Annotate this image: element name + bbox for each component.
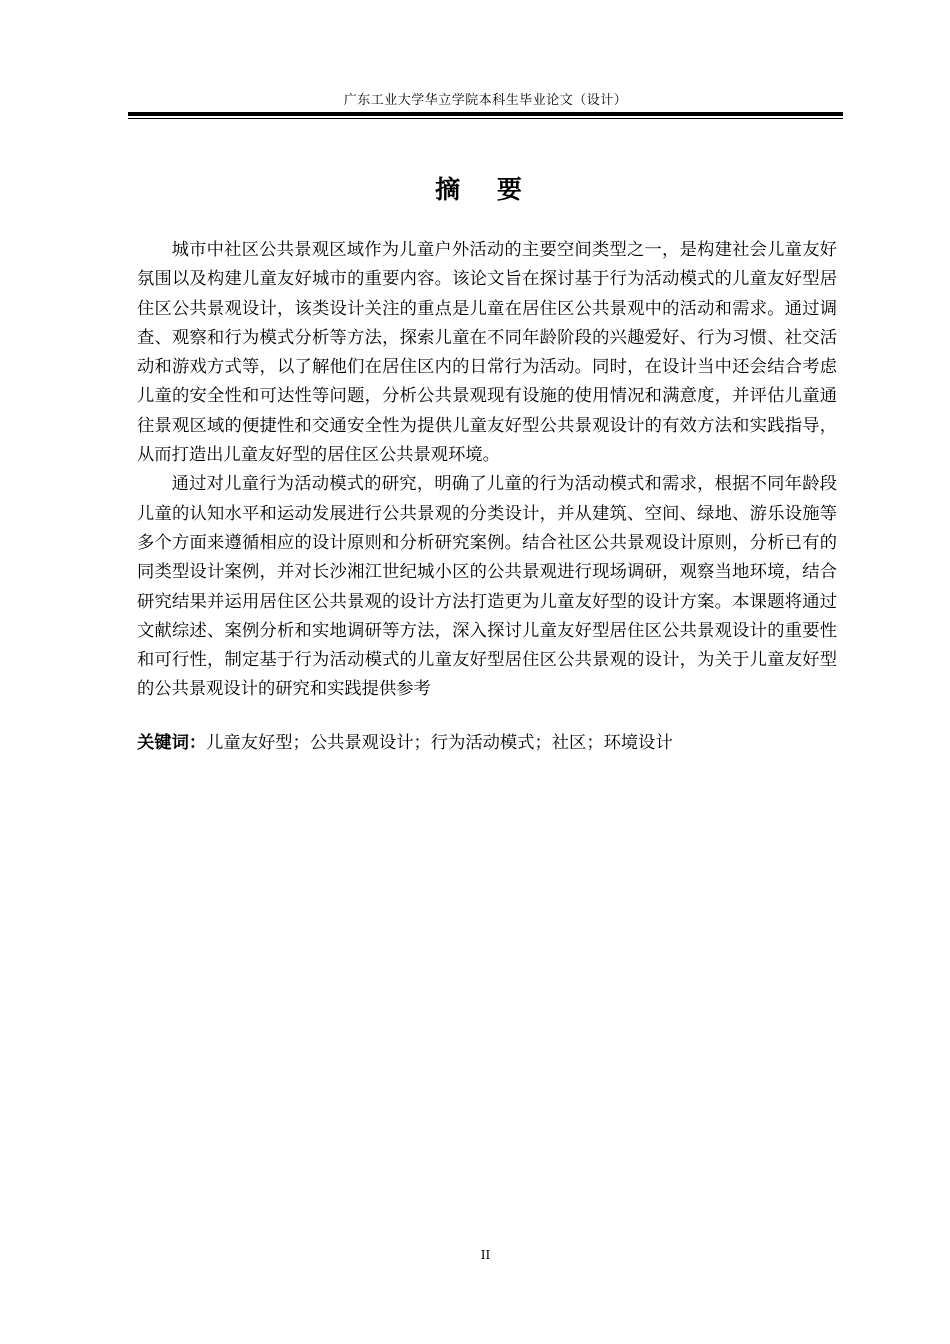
header-rule-thick	[128, 112, 843, 116]
abstract-paragraph-2: 通过对儿童行为活动模式的研究，明确了儿童的行为活动模式和需求，根据不同年龄段儿童的认知水平和运动发展进行公共景观的分类设计，并从建筑、空间、绿地、游乐设施等多个方面来遵循相应的设计原则和分析研究案例。结合社区公共景观设计原则，分析已有的同类型设计案例，并对长沙湘江世纪城小区的公共景观进行现场调研，观察当地环境，结合研究结果并运用居住区公共景观的设计方法打造更为儿童友好型的设计方案。本课题将通过文献综述、案例分析和实地调研等方法，深入探讨儿童友好型居住区公共景观设计的重要性和可行性，制定基于行为活动模式的儿童友好型居住区公共景观的设计，为关于儿童友好型的公共景观设计的研究和实践提供参考	[137, 474, 837, 700]
abstract-paragraph-1: 城市中社区公共景观区域作为儿童户外活动的主要空间类型之一，是构建社会儿童友好氛围以及构建儿童友好城市的重要内容。该论文旨在探讨基于行为活动模式的儿童友好型居住区公共景观设计，该类设计关注的重点是儿童在居住区公共景观中的活动和需求。通过调查、观察和行为模式分析等方法，探索儿童在不同年龄阶段的兴趣爱好、行为习惯、社交活动和游戏方式等，以了解他们在居住区内的日常行为活动。同时，在设计当中还会结合考虑儿童的安全性和可达性等问题，分析公共景观现有设施的使用情况和满意度，并评估儿童通往景观区域的便捷性和交通安全性为提供儿童友好型公共景观设计的有效方法和实践指导，从而打造出儿童友好型的居住区公共景观环境。	[137, 240, 837, 466]
header-rule-thin	[128, 118, 843, 119]
abstract-title: 摘 要	[435, 175, 536, 204]
keywords-label: 关键词：	[137, 733, 207, 753]
running-header: 广东工业大学华立学院本科生毕业论文（设计）	[343, 93, 628, 108]
keywords-text: 儿童友好型；公共景观设计；行为活动模式；社区；环境设计	[206, 733, 673, 753]
keywords-line	[137, 731, 837, 755]
abstract-body	[137, 236, 837, 705]
page-number: II	[480, 1248, 491, 1262]
